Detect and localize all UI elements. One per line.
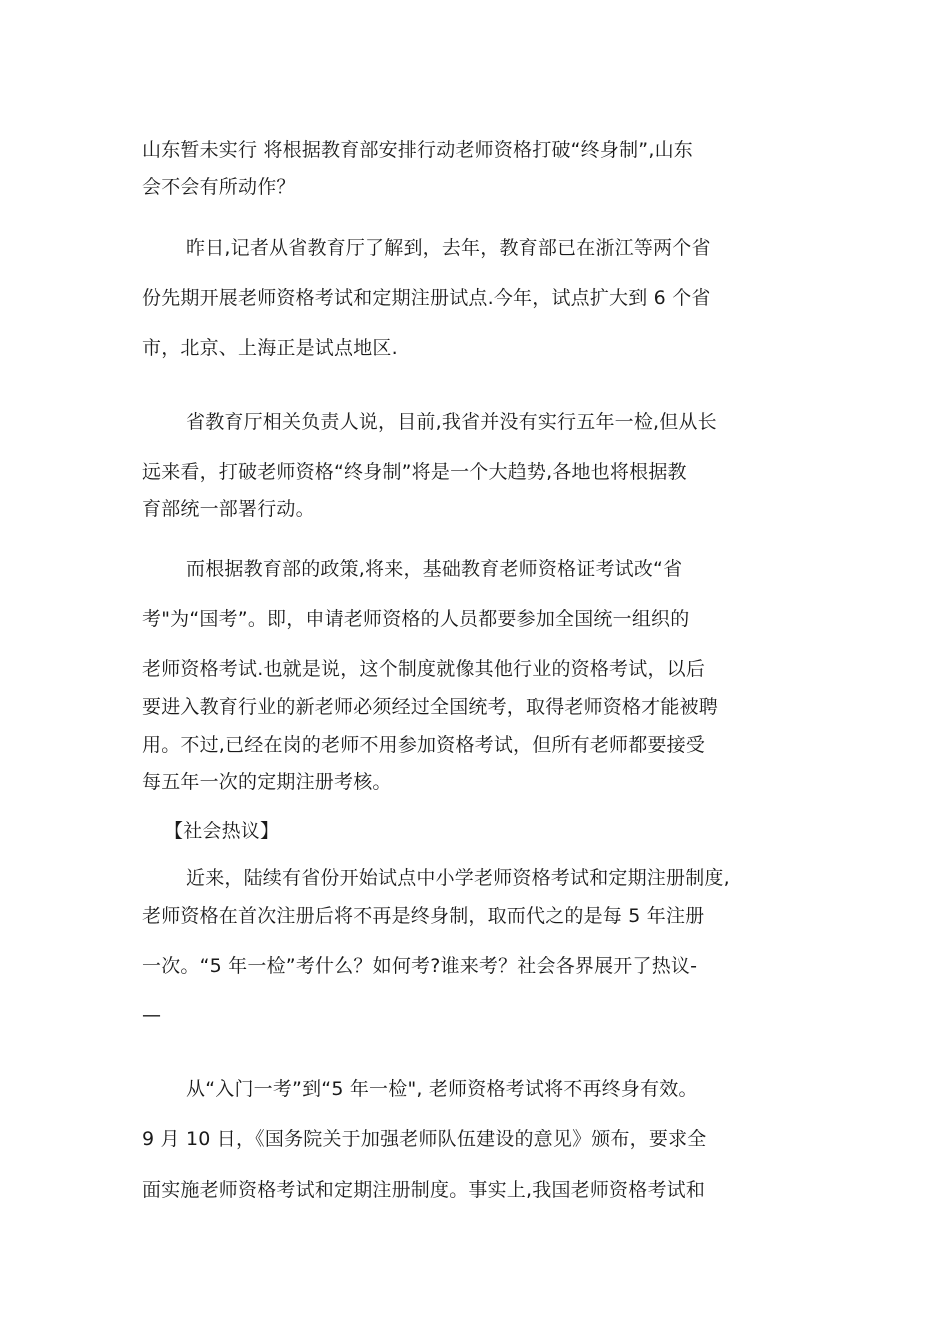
paragraph-line: 昨日,记者从省教育厅了解到，去年，教育部已在浙江等两个省 bbox=[186, 237, 711, 259]
paragraph-line: 用。不过,已经在岗的老师不用参加资格考试，但所有老师都要接受 bbox=[142, 734, 706, 756]
paragraph-line: 从“入门一考”到“5 年一检", 老师资格考试将不再终身有效。 bbox=[186, 1078, 698, 1100]
paragraph-line: 9 月 10 日，《国务院关于加强老师队伍建设的意见》颁布，要求全 bbox=[142, 1128, 707, 1150]
paragraph-line: 老师资格在首次注册后将不再是终身制，取而代之的是每 5 年注册 bbox=[142, 905, 705, 927]
paragraph-line: 山东暂未实行 将根据教育部安排行动老师资格打破“终身制”,山东 bbox=[142, 139, 693, 161]
paragraph-line: — bbox=[142, 1004, 162, 1026]
paragraph-line: 考"为“国考”。即，申请老师资格的人员都要参加全国统一组织的 bbox=[142, 608, 690, 630]
section-heading: 【社会热议】 bbox=[164, 820, 280, 842]
paragraph-line: 面实施老师资格考试和定期注册制度。事实上,我国老师资格考试和 bbox=[142, 1179, 706, 1201]
paragraph-line: 远来看，打破老师资格“终身制”将是一个大趋势,各地也将根据教 bbox=[142, 461, 687, 483]
paragraph-line: 近来，陆续有省份开始试点中小学老师资格考试和定期注册制度, bbox=[186, 867, 730, 889]
paragraph-line: 每五年一次的定期注册考核。 bbox=[142, 771, 392, 793]
paragraph-line: 省教育厅相关负责人说，目前,我省并没有实行五年一检,但从长 bbox=[186, 411, 717, 433]
paragraph-line: 会不会有所动作？ bbox=[142, 176, 296, 198]
paragraph-line: 而根据教育部的政策,将来，基础教育老师资格证考试改“省 bbox=[186, 558, 683, 580]
paragraph-line: 市，北京、上海正是试点地区. bbox=[142, 337, 398, 359]
paragraph-line: 育部统一部署行动。 bbox=[142, 498, 315, 520]
paragraph-line: 份先期开展老师资格考试和定期注册试点.今年，试点扩大到 6 个省 bbox=[142, 287, 711, 309]
paragraph-line: 老师资格考试.也就是说，这个制度就像其他行业的资格考试，以后 bbox=[142, 658, 706, 680]
paragraph-line: 一次。“5 年一检”考什么？如何考?谁来考？社会各界展开了热议- bbox=[142, 955, 698, 977]
paragraph-line: 要进入教育行业的新老师必须经过全国统考，取得老师资格才能被聘 bbox=[142, 696, 719, 718]
